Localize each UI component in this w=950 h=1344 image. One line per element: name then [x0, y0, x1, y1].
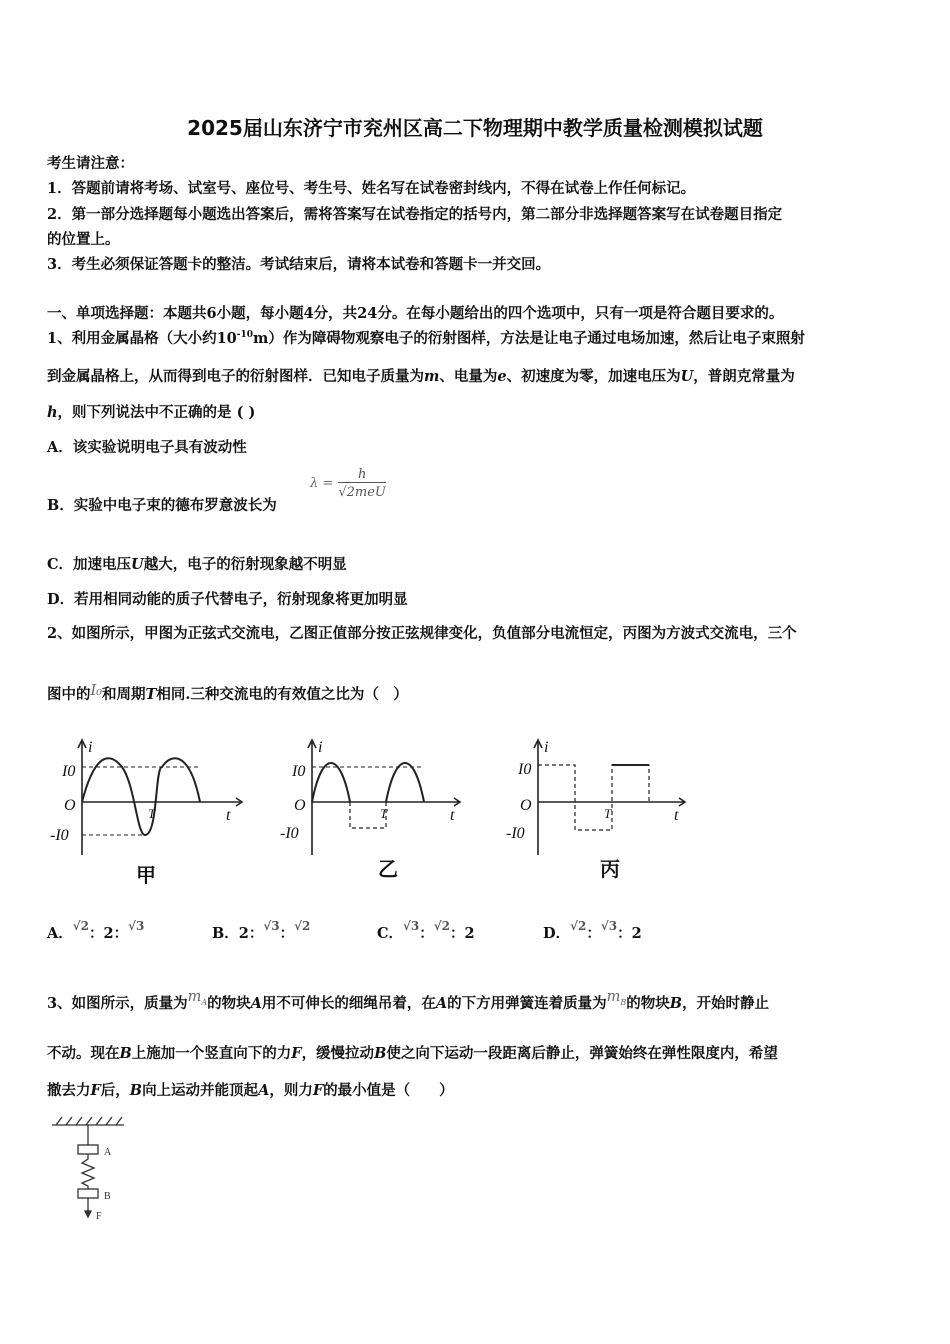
q3-text: 的最小值是（ ） — [323, 1082, 454, 1099]
q3-text: 撤去力 — [47, 1082, 91, 1099]
graph3-origin-label: O — [520, 797, 532, 814]
graph2-origin-label: O — [294, 797, 306, 814]
q3-text: 后， — [100, 1082, 130, 1099]
formula-numerator: h — [338, 467, 386, 483]
option-sep: ： — [279, 925, 295, 942]
q1-stem-line1 — [47, 327, 805, 348]
q1-exponent: -10 — [236, 330, 254, 341]
notice-heading: 考生请注意： — [47, 155, 134, 172]
q1-stem-line3 — [47, 401, 255, 422]
q3-text: ，开始时静止 — [682, 995, 770, 1012]
notice-item: 1．答题前请将考场、试室号、座位号、考生号、姓名写在试卷密封线内，不得在试卷上作任何标记。 — [47, 180, 696, 197]
graph1-origin-label: O — [64, 797, 76, 814]
block-a — [78, 1145, 98, 1154]
q3-var-B: B — [374, 1045, 387, 1062]
q3-spring-figure — [48, 1115, 138, 1225]
q3-text: ，则力 — [269, 1082, 313, 1099]
q1-text: C．加速电压 — [47, 556, 132, 573]
graph3-t-label: t — [674, 807, 679, 824]
q1-option-b-text: B．实验中电子束的德布罗意波长为 — [47, 497, 277, 514]
force-arrow-head — [85, 1211, 91, 1217]
graph3-i-label: i — [544, 739, 549, 756]
option-sep: ： — [419, 925, 434, 942]
q2-symbol-I0: I₀ — [90, 683, 103, 699]
q3-var-A: A — [258, 1082, 270, 1099]
q1-option-c[interactable] — [47, 553, 347, 574]
option-sep: ：2 — [450, 925, 475, 942]
q2-option-c[interactable] — [377, 919, 475, 943]
q3-sub-B: B — [620, 997, 627, 1007]
q3-var-B: B — [669, 995, 683, 1012]
q1-text: ，则下列说法中不正确的是 ( ) — [57, 404, 256, 421]
q1-var-U: U — [131, 556, 144, 573]
notice-item: 2．第一部分选择题每小题选出答案后，需将答案写在试卷指定的括号内，第二部分非选择题答案写在试卷题目指定 — [47, 206, 783, 223]
q3-var-F: F — [291, 1045, 302, 1062]
q1-var-e: e — [497, 368, 507, 385]
q3-text: 的物块 — [207, 995, 251, 1012]
q1-var-h: h — [47, 404, 58, 421]
graph2-pos-half1 — [312, 763, 350, 802]
q1-text: 、初速度为零，加速电压为 — [506, 368, 681, 385]
q3-var-F: F — [90, 1082, 101, 1099]
q1-option-d[interactable]: D．若用相同动能的质子代替电子，衍射现象将更加明显 — [47, 591, 408, 608]
q3-var-A: A — [250, 995, 262, 1012]
q3-stem-line3 — [47, 1079, 454, 1100]
q2-text: 相同.三种交流电的有效值之比为（ ） — [156, 686, 408, 703]
q3-text: 的下方用弹簧连着质量为 — [447, 995, 607, 1012]
q3-sub-A: A — [201, 997, 208, 1007]
q1-var-m: m — [424, 368, 440, 385]
graph1-curve — [82, 758, 200, 835]
formula-denominator: √2meU — [338, 485, 386, 500]
formula-fraction — [338, 467, 386, 500]
q3-text: 用不可伸长的细绳吊着，在 — [261, 995, 436, 1012]
q1-text: 、电量为 — [439, 368, 498, 385]
option-label: A． — [47, 925, 73, 942]
q1-wavelength-formula — [310, 467, 386, 500]
label-b: B — [104, 1191, 111, 1202]
q3-var-B: B — [129, 1082, 143, 1099]
q1-text: m）作为障碍物观察电子的衍射图样，方法是让电子通过电场加速，然后让电子束照射 — [253, 330, 805, 347]
page-title: 2025届山东济宁市兖州区高二下物理期中教学质量检测模拟试题 — [187, 116, 763, 140]
ceiling-hatch — [56, 1117, 122, 1125]
q2-text: 和周期 — [102, 686, 146, 703]
option-root: √2 — [294, 919, 311, 933]
graph3-T-label: T — [604, 806, 612, 821]
label-a: A — [104, 1147, 112, 1158]
q1-option-a[interactable]: A．该实验说明电子具有波动性 — [47, 439, 247, 456]
q3-stem-line2 — [47, 1042, 778, 1063]
spring — [82, 1154, 94, 1189]
graph3-caption: 丙 — [600, 857, 620, 881]
q3-stem-line1 — [47, 989, 770, 1014]
block-b — [78, 1189, 98, 1198]
q3-text: 3、如图所示，质量为 — [47, 995, 188, 1012]
option-label: D． — [543, 925, 571, 942]
q3-text: 不动。现在 — [47, 1045, 120, 1062]
option-root: √3 — [128, 919, 145, 933]
q1-exp-base: 10 — [216, 330, 237, 347]
option-sep: ： — [586, 925, 601, 942]
option-root: √2 — [570, 919, 587, 933]
graph2-pos-half2 — [386, 763, 424, 802]
graph3-square-wave — [538, 765, 649, 830]
notice-item: 3．考生必须保证答题卡的整洁。考试结束后，请将本试卷和答题卡一并交回。 — [47, 256, 551, 273]
q3-var-F: F — [312, 1082, 324, 1099]
q2-option-d[interactable] — [543, 919, 642, 943]
graph2-caption: 乙 — [378, 857, 398, 881]
graph1-i-label: i — [88, 739, 93, 756]
q3-text: 的物块 — [626, 995, 670, 1012]
graph1-caption: 甲 — [136, 863, 156, 887]
q1-stem-line2 — [47, 365, 795, 386]
graph2-T-label: T — [380, 806, 388, 821]
notice-item: 的位置上。 — [47, 231, 120, 248]
graph2-I0-label: I0 — [292, 763, 306, 780]
q3-var-B: B — [119, 1045, 132, 1062]
q1-var-U: U — [680, 368, 694, 385]
option-label: C． — [377, 925, 404, 942]
q1-text: 1、利用金属晶格（大小约 — [47, 330, 217, 347]
q1-text: 到金属晶格上，从而得到电子的衍射图样．已知电子质量为 — [47, 368, 424, 385]
option-root: √3 — [263, 919, 280, 933]
q3-text: 上施加一个竖直向下的力 — [131, 1045, 292, 1062]
q2-stem-line1: 2、如图所示，甲图为正弦式交流电，乙图正值部分按正弦规律变化，负值部分电流恒定，丙图为方波式交流电，三个 — [47, 625, 797, 642]
q2-text: 图中的 — [47, 686, 91, 703]
graph2-negI0-label: -I0 — [280, 825, 299, 842]
graph3-I0-label: I0 — [518, 761, 532, 778]
graph1-negI0-label: -I0 — [50, 827, 69, 844]
option-root: √2 — [433, 919, 451, 933]
q2-option-b[interactable] — [212, 919, 311, 943]
section-heading: 一、单项选择题：本题共6小题，每小题4分，共24分。在每小题给出的四个选项中，只有一项是符合题目要求的。 — [47, 305, 784, 322]
q3-var-A: A — [435, 995, 448, 1012]
q3-text: ，缓慢拉动 — [301, 1045, 375, 1062]
option-root: √3 — [600, 919, 618, 933]
q2-var-T: T — [145, 686, 157, 703]
label-f: F — [96, 1211, 102, 1222]
q1-text: 越大，电子的衍射现象越不明显 — [143, 556, 347, 573]
formula-lhs: λ = — [310, 476, 334, 491]
graph3-negI0-label: -I0 — [506, 825, 525, 842]
option-sep: ：2 — [617, 925, 642, 942]
graph1-t-label: t — [226, 807, 231, 824]
q3-var-mB: m — [606, 989, 621, 1005]
graph2-i-label: i — [318, 739, 323, 756]
q2-graphs — [40, 730, 700, 890]
graph1-I0-label: I0 — [62, 763, 76, 780]
q3-text: 向上运动并能顶起 — [142, 1082, 259, 1099]
q3-var-mA: m — [187, 989, 202, 1005]
option-root: √3 — [403, 919, 420, 933]
q2-option-a[interactable] — [47, 919, 145, 943]
graph1-T-label: T — [148, 806, 156, 821]
q1-option-b[interactable] — [47, 494, 277, 515]
q3-text: 使之向下运动一段距离后静止，弹簧始终在弹性限度内，希望 — [386, 1045, 778, 1062]
option-root: √2 — [72, 919, 90, 933]
option-label: B．2： — [212, 925, 264, 942]
q1-text: ，普朗克常量为 — [693, 368, 795, 385]
graph2-t-label: t — [450, 807, 455, 824]
option-sep: ：2： — [89, 925, 129, 942]
q2-stem-line2 — [47, 683, 408, 704]
